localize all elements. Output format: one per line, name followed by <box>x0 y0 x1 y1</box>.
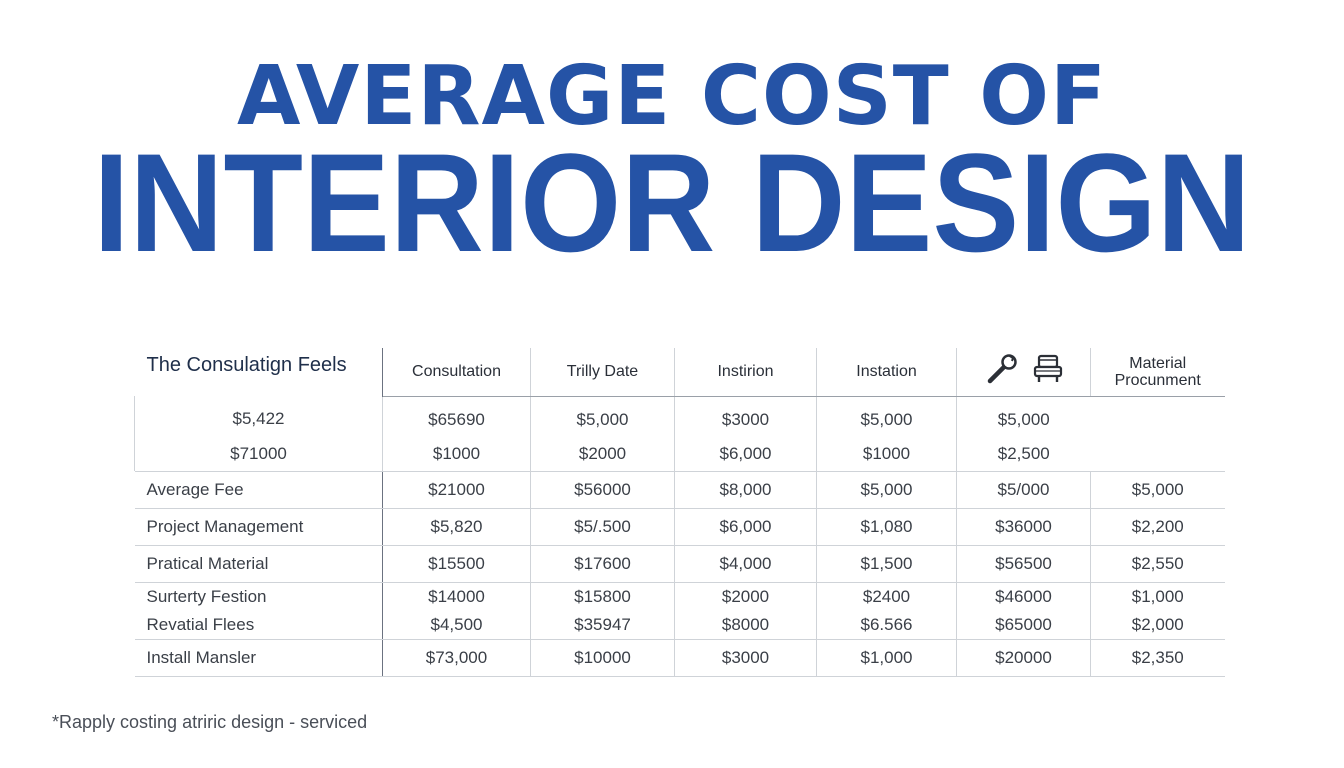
table-row <box>135 545 1225 582</box>
cell: $6,000 <box>675 508 817 545</box>
cell: $46000 <box>957 582 1091 611</box>
cell: $2,200 <box>1091 508 1225 545</box>
cost-table-container <box>134 348 1224 677</box>
cell: $15800 <box>531 582 675 611</box>
cell: $1,500 <box>817 545 957 582</box>
cell: $2,350 <box>1091 639 1225 676</box>
cell: $6,000 <box>675 437 817 471</box>
cell: $5,000 <box>531 396 675 437</box>
cell: $36000 <box>957 508 1091 545</box>
column-header-instirion: Instirion <box>675 348 817 396</box>
cell: $6.566 <box>817 611 957 640</box>
row-label: Project Management <box>135 508 383 545</box>
material-header-line-1: Material <box>1129 354 1187 372</box>
row-label: Surterty Festion <box>135 582 383 611</box>
table-row <box>135 639 1225 676</box>
row-label: Average Fee <box>135 471 383 508</box>
cell: $3000 <box>675 396 817 437</box>
cell: $8,000 <box>675 471 817 508</box>
cell: $5,422 <box>135 396 383 437</box>
furniture-icon <box>1033 353 1063 390</box>
cell: $5,000 <box>817 396 957 437</box>
cell: $20000 <box>957 639 1091 676</box>
cost-table <box>134 348 1225 677</box>
corner-label: The Consulatign Feels <box>135 348 383 396</box>
footnote: *Rapply costing atriric design - serviced <box>52 712 368 732</box>
title-line-2: INTERIOR DESIGN <box>93 124 1251 281</box>
cell: $17600 <box>531 545 675 582</box>
cell: $21000 <box>383 471 531 508</box>
material-header-line-2: Procunment <box>1114 371 1201 389</box>
cell: $35947 <box>531 611 675 640</box>
cell: $1,000 <box>1091 582 1225 611</box>
table-row <box>135 582 1225 611</box>
cell: $5/000 <box>957 471 1091 508</box>
cell: $1,000 <box>817 639 957 676</box>
table-header-row <box>135 348 1225 396</box>
cell: $10000 <box>531 639 675 676</box>
cell: $2,550 <box>1091 545 1225 582</box>
column-header-icons <box>957 348 1091 396</box>
cell: $4,500 <box>383 611 531 640</box>
cell: $56500 <box>957 545 1091 582</box>
title-line-1: AVERAGE COST OF <box>237 49 1107 144</box>
cell: $4,000 <box>675 545 817 582</box>
row-label: Revatial Flees <box>135 611 383 640</box>
cell: $5,820 <box>383 508 531 545</box>
cell: $1000 <box>383 437 531 471</box>
cell: $2000 <box>675 582 817 611</box>
cell: $65690 <box>383 396 531 437</box>
cell: $5,000 <box>817 471 957 508</box>
cell: $56000 <box>531 471 675 508</box>
wrench-icon <box>985 352 1019 391</box>
cell: $2,500 <box>957 437 1091 471</box>
cell: $1,080 <box>817 508 957 545</box>
table-row <box>135 471 1225 508</box>
column-header-trilly-date: Trilly Date <box>531 348 675 396</box>
row-label: Install Mansler <box>135 639 383 676</box>
cell: $71000 <box>135 437 383 471</box>
column-header-instation: Instation <box>817 348 957 396</box>
cell: $14000 <box>383 582 531 611</box>
table-row <box>135 437 1225 471</box>
cell: $2000 <box>531 437 675 471</box>
cell: $5,000 <box>1091 471 1225 508</box>
table-row <box>135 508 1225 545</box>
column-header-material-procurement <box>1091 348 1225 396</box>
cell: $3000 <box>675 639 817 676</box>
cell: $5,000 <box>957 396 1091 437</box>
cell: $2400 <box>817 582 957 611</box>
cell: $8000 <box>675 611 817 640</box>
table-row <box>135 611 1225 640</box>
column-header-consultation: Consultation <box>383 348 531 396</box>
cell: $1000 <box>817 437 957 471</box>
cell: $65000 <box>957 611 1091 640</box>
row-label: Pratical Material <box>135 545 383 582</box>
table-body <box>135 396 1225 676</box>
cell: $73,000 <box>383 639 531 676</box>
cell: $5/.500 <box>531 508 675 545</box>
cell: $15500 <box>383 545 531 582</box>
cell: $2,000 <box>1091 611 1225 640</box>
table-row <box>135 396 1225 437</box>
